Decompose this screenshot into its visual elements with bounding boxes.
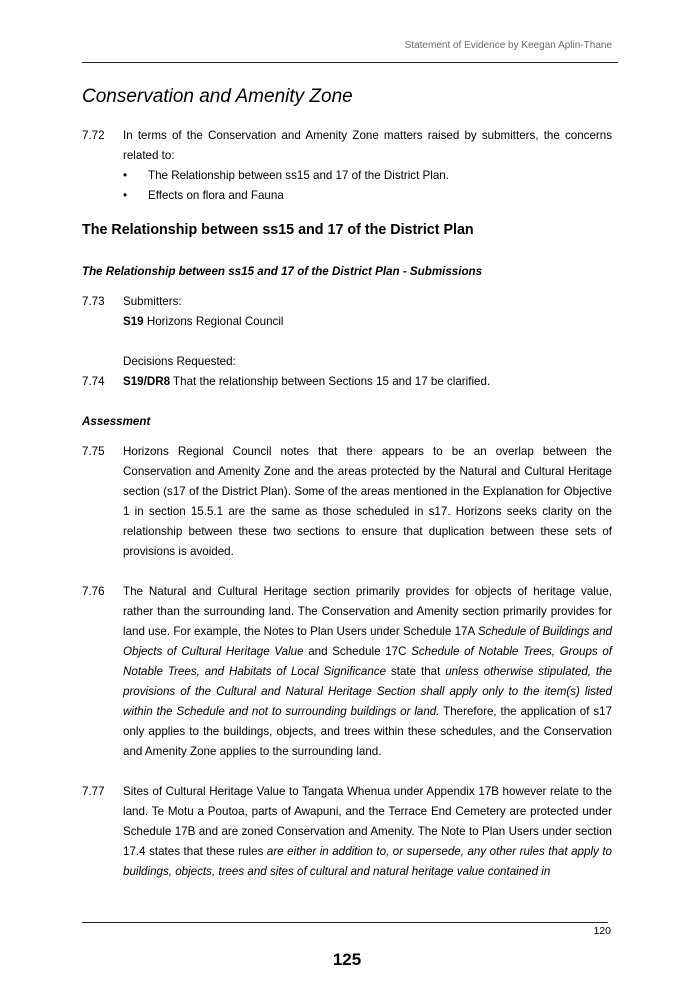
- decisions-label: Decisions Requested:: [123, 355, 236, 368]
- header-divider: [82, 62, 618, 63]
- paragraph-text: In terms of the Conservation and Amenity Zone matters raised by submitters, the concerns related to:: [123, 129, 612, 162]
- paragraph-text: The Natural and Cultural Heritage section primarily provides for objects of heritage value, rather than the surrounding land. The Conservation and Amenity section primarily provides for land use. For example, the Notes to Plan Users under Schedule 17A Schedule of Buildings and Objects of Cultural Heritage Value and Schedule 17C Schedule of Notable Trees, Groups of Notable Trees, and Habitats of Local Significance state that unless otherwise stipulated, the provisions of the Cultural and Natural Heritage Section shall apply only to the item(s) listed within the Schedule and not to surrounding buildings or land. Therefore, the application of s17 only applies to the buildings, objects, and trees within these schedules, and the Conservation and Amenity Zone applies to the surrounding land.: [123, 585, 613, 758]
- bullet-icon: •: [123, 189, 128, 202]
- submitter-code: S19: [123, 315, 144, 328]
- list-item: • Effects on flora and Fauna: [123, 186, 612, 206]
- paragraph-7-73: [82, 292, 612, 372]
- concerns-list: [123, 166, 612, 206]
- document-page-number: 125: [332, 950, 362, 969]
- paragraph-number: 7.74: [82, 375, 105, 388]
- section-title: Conservation and Amenity Zone: [82, 86, 353, 107]
- list-item: • The Relationship between ss15 and 17 of the District Plan.: [123, 166, 612, 186]
- paragraph-7-74: [82, 372, 612, 392]
- page-number: 120: [593, 925, 611, 937]
- paragraph-number: 7.75: [82, 445, 105, 458]
- document-header: Statement of Evidence by Keegan Aplin-Thane: [404, 40, 612, 51]
- paragraph-text: Horizons Regional Council notes that there appears to be an overlap between the Conservation and Amenity Zone and the areas protected by the Natural and Cultural Heritage section (s17 of the District Plan). Some of the areas mentioned in the Explanation for Objective 1 in section 15.5.1 are the same as those scheduled in s17. Horizons seeks clarity on the relationship between these two sections to ensure that duplication between these sets of provisions is avoided.: [123, 445, 612, 558]
- paragraph-7-77: [82, 782, 612, 882]
- page-content: [82, 80, 612, 882]
- paragraph-7-75: [82, 442, 612, 562]
- footer-divider: [82, 922, 608, 923]
- paragraph-7-76: [82, 582, 612, 762]
- subsection-heading: The Relationship between ss15 and 17 of the District Plan: [82, 222, 474, 238]
- decision-text: That the relationship between Sections 15 and 17 be clarified.: [170, 375, 491, 388]
- paragraph-number: 7.77: [82, 785, 105, 798]
- paragraph-number: 7.72: [82, 129, 105, 142]
- paragraph-number: 7.76: [82, 585, 105, 598]
- paragraph-7-72: [82, 126, 612, 206]
- paragraph-number: 7.73: [82, 295, 105, 308]
- paragraph-text: Sites of Cultural Heritage Value to Tangata Whenua under Appendix 17B however relate to the land. Te Motu a Poutoa, parts of Awapuni, and the Terrace End Cemetery are protected under Schedule 17B and are zoned Conservation and Amenity. The Note to Plan Users under section 17.4 states that these rules are either in addition to, or supersede, any other rules that apply to buildings, objects, trees and sites of cultural and natural heritage value contained in: [123, 785, 612, 878]
- submissions-heading: The Relationship between ss15 and 17 of the District Plan - Submissions: [82, 265, 483, 278]
- submitter-entry: [123, 312, 612, 332]
- submitters-label: Submitters:: [123, 295, 182, 308]
- bullet-icon: •: [123, 169, 128, 182]
- assessment-heading: Assessment: [82, 415, 151, 428]
- submitter-name: Horizons Regional Council: [143, 315, 284, 328]
- decision-code: S19/DR8: [123, 375, 171, 388]
